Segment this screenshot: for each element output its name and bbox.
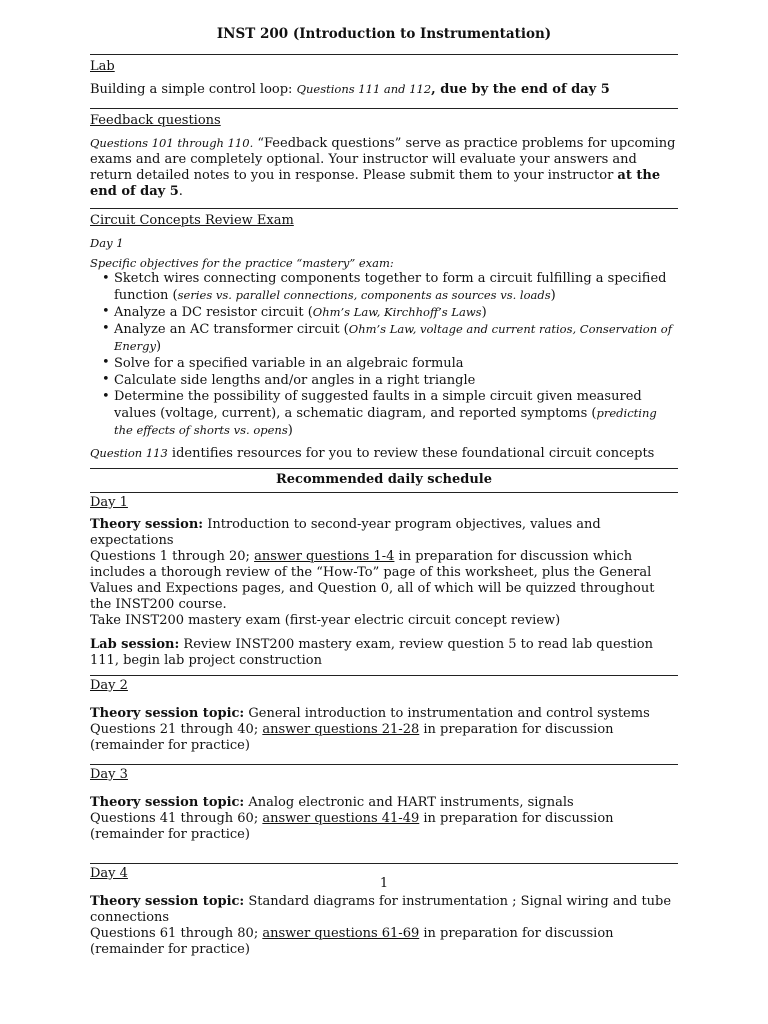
day2-questions: Questions 21 through 40; answer questions 21-28 in preparation for discussion (remainder for practice) bbox=[90, 722, 614, 753]
day3-answer-link: answer questions 41-49 bbox=[262, 811, 420, 826]
list-item: • Solve for a specified variable in an algebraic formula bbox=[114, 355, 678, 372]
divider bbox=[90, 675, 678, 676]
divider bbox=[90, 108, 678, 109]
divider bbox=[90, 208, 678, 209]
page-content bbox=[90, 26, 678, 958]
day3-theory: Theory session topic: Analog electronic and HART instruments, signals bbox=[90, 795, 574, 810]
divider bbox=[90, 764, 678, 765]
feedback-text: “Feedback questions” serve as practice problems for upcoming exams and are completely optional. Your instructor will evaluate your answers and return detailed notes to you in response. Please submit them to your instructor bbox=[90, 136, 676, 183]
day4-answer-link: answer questions 61-69 bbox=[262, 926, 420, 941]
feedback-questions: Questions 101 through 110. bbox=[90, 136, 254, 150]
day4-theory: Theory session topic: Standard diagrams for instrumentation ; Signal wiring and tube connections bbox=[90, 894, 672, 925]
list-item: • Determine the possibility of suggested faults in a simple circuit given measured values (voltage, current), a schematic diagram, and reported symptoms (predicting the effects of shorts vs. opens) bbox=[114, 389, 678, 439]
exam-heading: Circuit Concepts Review Exam bbox=[90, 213, 294, 228]
day4-heading: Day 4 bbox=[90, 866, 128, 881]
day2-theory: Theory session topic: General introduction to instrumentation and control systems bbox=[90, 706, 650, 721]
divider bbox=[90, 863, 678, 864]
schedule-heading: Recommended daily schedule bbox=[275, 472, 493, 487]
list-item: • Analyze a DC resistor circuit (Ohm’s Law, Kirchhoff’s Laws) bbox=[114, 304, 678, 321]
question-113-note: Question 113 identifies resources for you to review these foundational circuit concepts bbox=[90, 446, 655, 461]
page-number: 1 bbox=[379, 876, 389, 891]
feedback-paragraph bbox=[90, 135, 678, 200]
day1-heading: Day 1 bbox=[90, 495, 128, 510]
day3-questions: Questions 41 through 60; answer questions 41-49 in preparation for discussion (remainder for practice) bbox=[90, 811, 614, 842]
day3-heading: Day 3 bbox=[90, 767, 128, 782]
day1-take-exam: Take INST200 mastery exam (first-year electric circuit concept review) bbox=[90, 613, 561, 628]
day1-lab: Lab session: Review INST200 mastery exam, review question 5 to read lab question 111, begin lab project construction bbox=[90, 637, 653, 668]
list-item: • Calculate side lengths and/or angles in a right triangle bbox=[114, 372, 678, 389]
exam-day: Day 1 bbox=[90, 236, 124, 250]
day1-questions: Questions 1 through 20; answer questions 1-4 in preparation for discussion which includes a thorough review of the “How-To” page of this worksheet, plus the General Values and Expections pages, and Question 0, all of which will be quizzed throughout the INST200 course. bbox=[90, 549, 655, 612]
objectives-list bbox=[90, 271, 678, 439]
feedback-end: . bbox=[178, 184, 183, 199]
day2-answer-link: answer questions 21-28 bbox=[262, 722, 420, 737]
divider bbox=[90, 492, 678, 493]
lab-description bbox=[90, 81, 678, 98]
list-item: • Analyze an AC transformer circuit (Ohm’s Law, voltage and current ratios, Conservation of Energy) bbox=[114, 321, 678, 355]
lab-text: Building a simple control loop: bbox=[90, 82, 297, 97]
day1-answer-link: answer questions 1-4 bbox=[254, 549, 395, 564]
lab-due: , due by the end of day 5 bbox=[431, 82, 610, 97]
feedback-deadline: at the end of day 5 bbox=[90, 168, 661, 199]
day4-questions: Questions 61 through 80; answer questions 61-69 in preparation for discussion (remainder for practice) bbox=[90, 926, 614, 957]
day2-heading: Day 2 bbox=[90, 678, 128, 693]
day1-theory: Theory session: Introduction to second-year program objectives, values and expectations bbox=[90, 517, 601, 548]
list-item: • Sketch wires connecting components together to form a circuit fulfilling a specified function (series vs. parallel connections, components as sources vs. loads) bbox=[114, 271, 678, 304]
page-title: INST 200 (Introduction to Instrumentation) bbox=[216, 26, 552, 42]
feedback-heading: Feedback questions bbox=[90, 113, 221, 128]
question-113-ref: Question 113 bbox=[90, 446, 168, 460]
lab-heading: Lab bbox=[90, 59, 115, 74]
divider bbox=[90, 54, 678, 55]
lab-questions: Questions 111 and 112 bbox=[296, 82, 432, 96]
objectives-intro: Specific objectives for the practice “mastery” exam: bbox=[90, 256, 394, 270]
